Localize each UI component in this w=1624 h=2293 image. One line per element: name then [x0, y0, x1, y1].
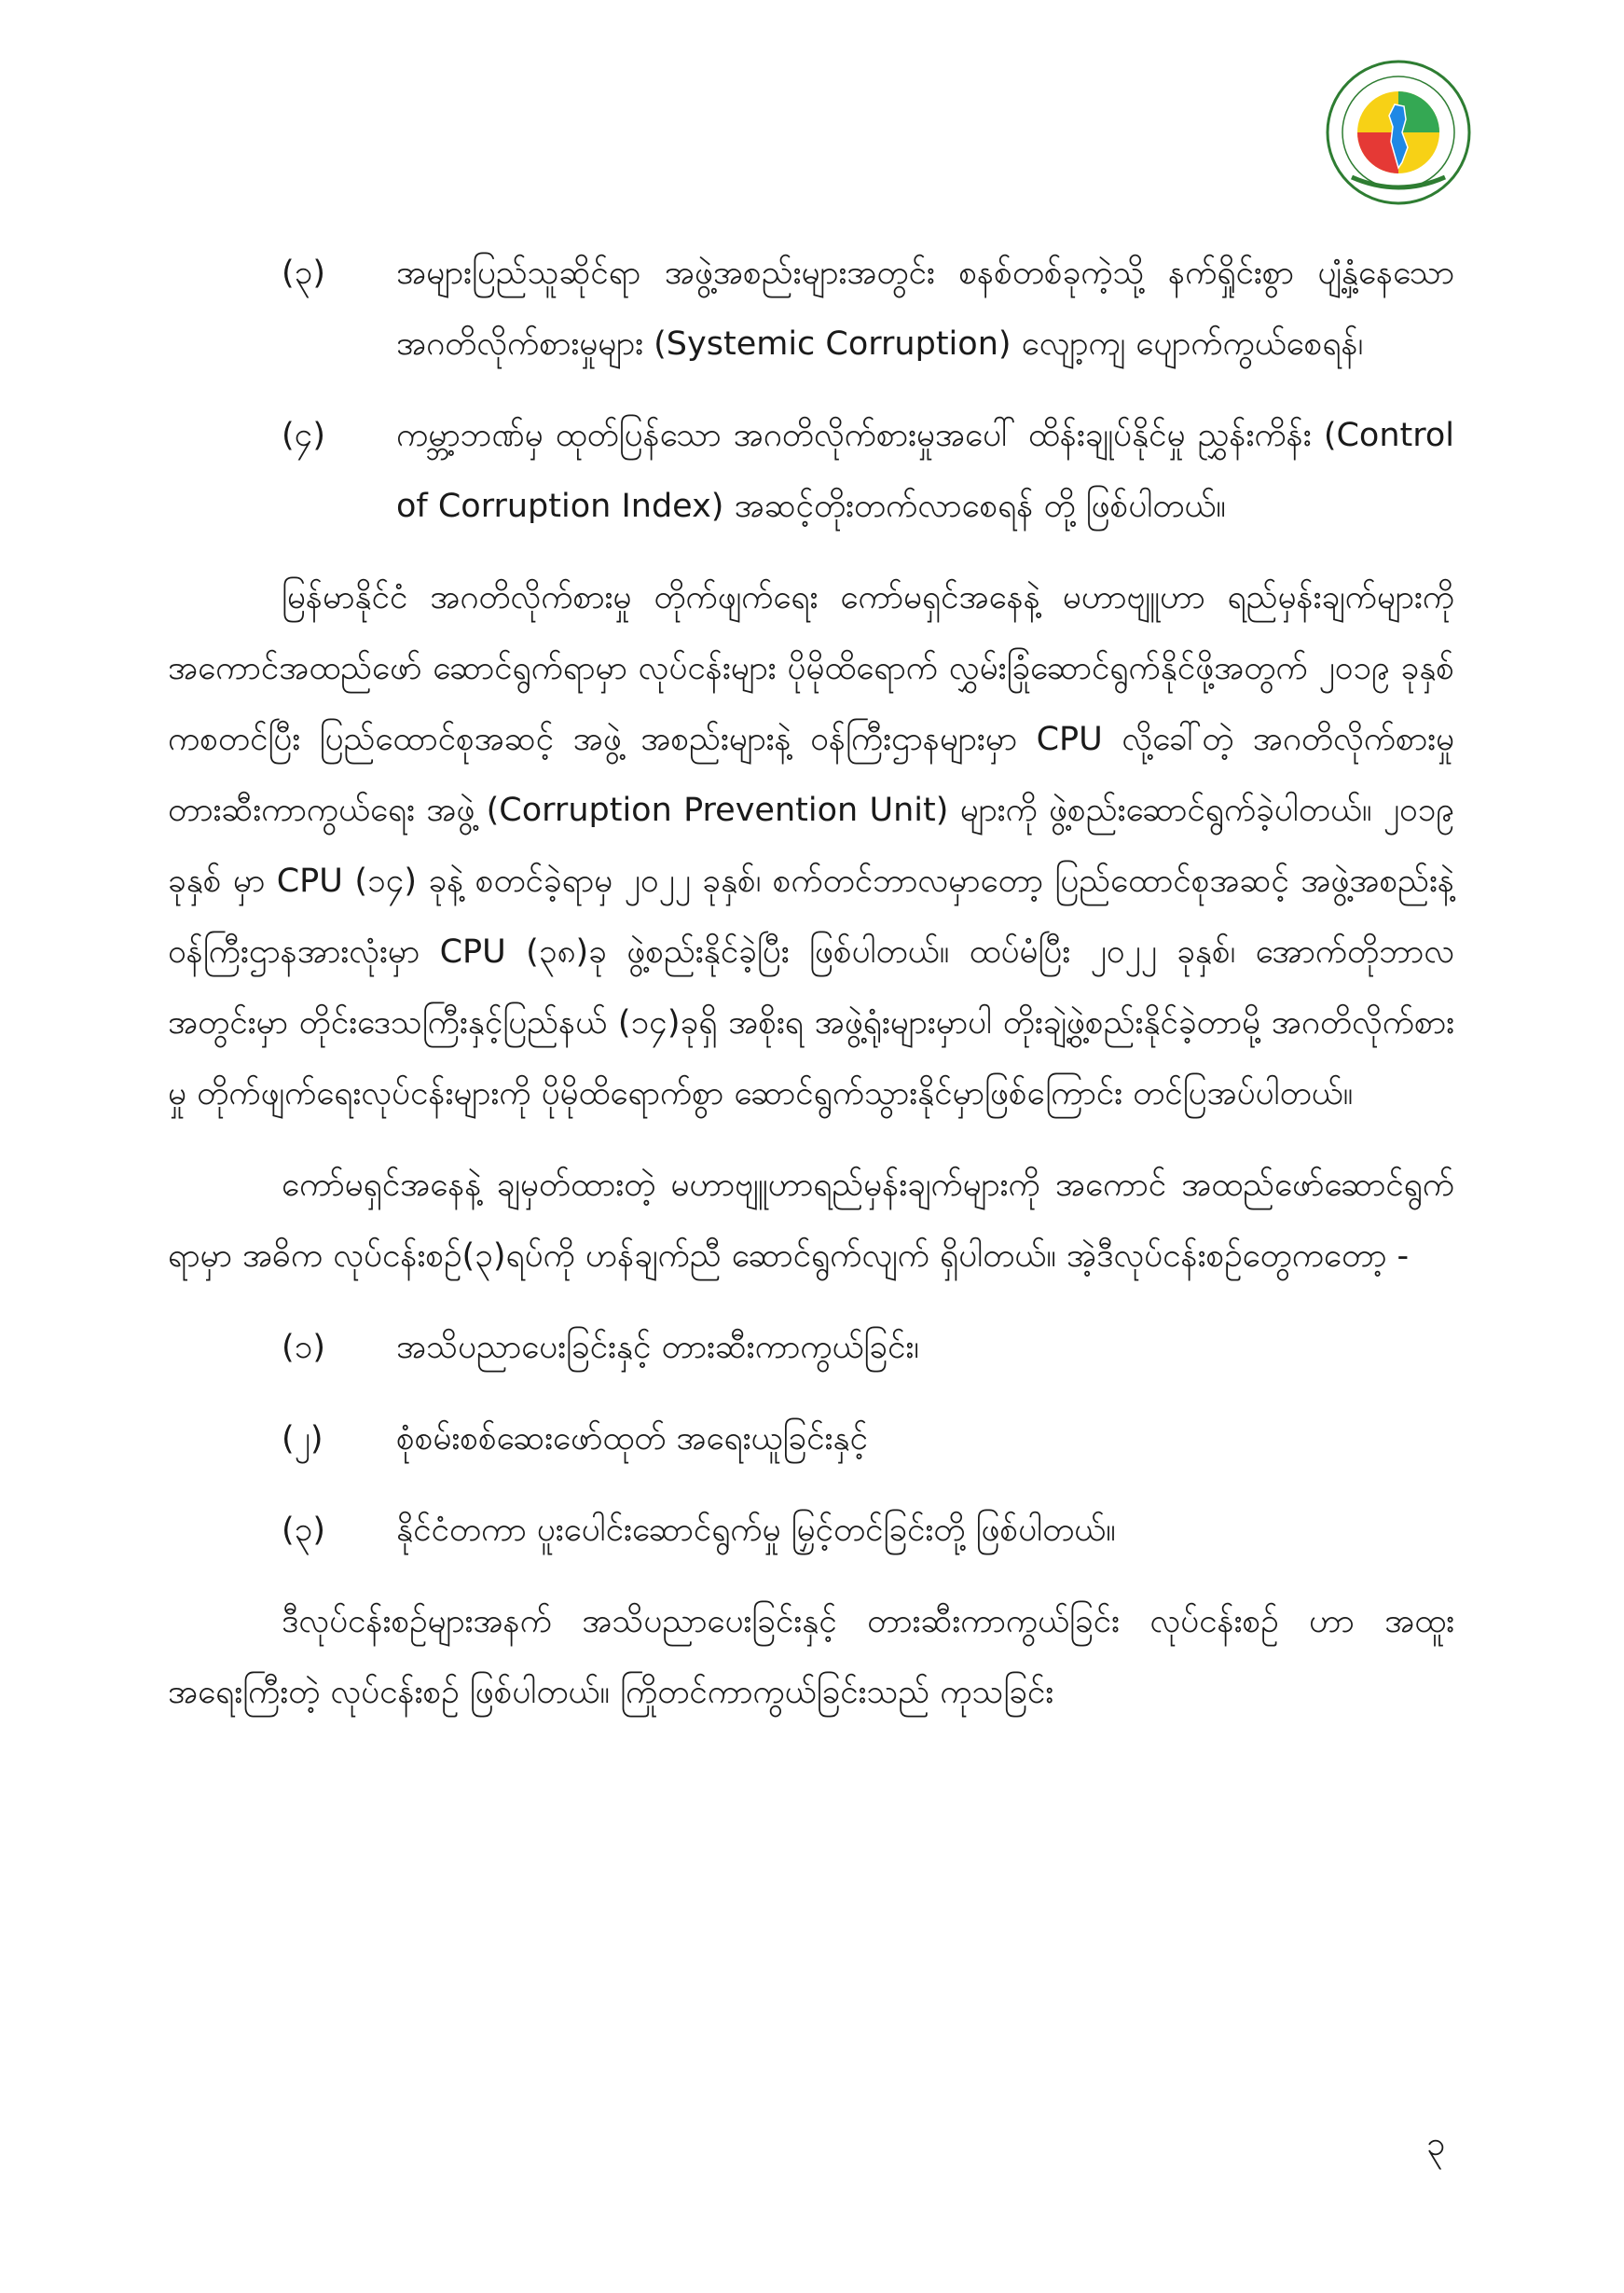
list-item-text: နိုင်ငံတကာ ပူးပေါင်းဆောင်ရွက်မှု မြှင့်တင်ခြင်းတို့ ဖြစ်ပါတယ်။ — [396, 1512, 1116, 1549]
body-paragraph: ဒီလုပ်ငန်းစဉ်များအနက် အသိပညာပေးခြင်းနှင့် တားဆီးကာကွယ်ခြင်း လုပ်ငန်းစဉ် ဟာ အထူးအရေးကြီးတဲ့ လုပ်ငန်းစဉ် ဖြစ်ပါတယ်။ ကြိုတင်ကာကွယ်ခြင်းသည် ကုသခြင်း — [168, 1603, 1454, 1711]
document-body — [168, 238, 1454, 1748]
page-number: ၃ — [1426, 2125, 1446, 2163]
list-item-number: (၃) — [282, 255, 325, 292]
list-item-text: အသိပညာပေးခြင်းနှင့် တားဆီးကာကွယ်ခြင်း၊ — [396, 1329, 919, 1366]
list-item — [168, 1312, 1454, 1383]
list-item-number: (၄) — [282, 417, 325, 454]
list-item-number: (၃) — [282, 1512, 325, 1549]
list-item — [168, 238, 1454, 380]
commission-logo — [1324, 58, 1473, 207]
list-item-text: စုံစမ်းစစ်ဆေးဖော်ထုတ် အရေးယူခြင်းနှင့် — [396, 1420, 868, 1457]
list-item-number: (၁) — [282, 1329, 325, 1366]
list-item — [168, 1403, 1454, 1474]
body-paragraph: ကော်မရှင်အနေနဲ့ ချမှတ်ထားတဲ့ မဟာဗျူဟာရည်မှန်းချက်များကို အကောင် အထည်ဖော်ဆောင်ရွက်ရာမှာ အဓိက လုပ်ငန်းစဉ်(၃)ရပ်ကို ဟန်ချက်ညီ ဆောင်ရွက်လျက် ရှိပါတယ်။ အဲ့ဒီလုပ်ငန်းစဉ်တွေကတော့ - — [168, 1167, 1454, 1275]
list-item — [168, 400, 1454, 542]
list-item-number: (၂) — [282, 1420, 323, 1457]
list-item — [168, 1495, 1454, 1566]
list-item-text: အများပြည်သူဆိုင်ရာ အဖွဲ့အစည်းများအတွင်း စနစ်တစ်ခုကဲ့သို့ နက်ရှိုင်းစွာ ပျံ့နှံ့နေသော အဂတိလိုက်စားမှုများ (Systemic Corruption) လျော့ကျ ပျောက်ကွယ်စေရန်၊ — [396, 255, 1454, 363]
commission-seal-icon — [1324, 58, 1473, 207]
body-paragraph: မြန်မာနိုင်ငံ အဂတိလိုက်စားမှု တိုက်ဖျက်ရေး ကော်မရှင်အနေနဲ့ မဟာဗျူဟာ ရည်မှန်းချက်များကို အကောင်အထည်ဖော် ဆောင်ရွက်ရာမှာ လုပ်ငန်းများ ပိုမိုထိရောက် လွှမ်းခြုံဆောင်ရွက်နိုင်ဖို့အတွက် ၂၀၁၉ ခုနှစ်ကစတင်ပြီး ပြည်ထောင်စုအဆင့် အဖွဲ့ အစည်းများနဲ့ ဝန်ကြီးဌာနများမှာ CPU လို့ခေါ်တဲ့ အဂတိလိုက်စားမှု တားဆီးကာကွယ်ရေး အဖွဲ့ (Corruption Prevention Unit) များကို ဖွဲ့စည်းဆောင်ရွက်ခဲ့ပါတယ်။ ၂၀၁၉ ခုနှစ် မှာ CPU (၁၄) ခုနဲ့ စတင်ခဲ့ရာမှ ၂၀၂၂ ခုနှစ်၊ စက်တင်ဘာလမှာတော့ ပြည်ထောင်စုအဆင့် အဖွဲ့အစည်းနဲ့ ဝန်ကြီးဌာနအားလုံးမှာ CPU (၃၈)ခု ဖွဲ့စည်းနိုင်ခဲ့ပြီး ဖြစ်ပါတယ်။ ထပ်မံပြီး ၂၀၂၂ ခုနှစ်၊ အောက်တိုဘာလအတွင်းမှာ တိုင်းဒေသကြီးနှင့်ပြည်နယ် (၁၄)ခုရှိ အစိုးရ အဖွဲ့ရုံးများမှာပါ တိုးချဲ့ဖွဲ့စည်းနိုင်ခဲ့တာမို့ အဂတိလိုက်စားမှု တိုက်ဖျက်ရေးလုပ်ငန်းများကို ပိုမိုထိရောက်စွာ ဆောင်ရွက်သွားနိုင်မှာဖြစ်ကြောင်း တင်ပြအပ်ပါတယ်။ — [168, 579, 1454, 1112]
list-item-text: ကမ္ဘာ့ဘဏ်မှ ထုတ်ပြန်သော အဂတိလိုက်စားမှုအပေါ် ထိန်းချုပ်နိုင်မှု ညွှန်းကိန်း (Control of Corruption Index) အဆင့်တိုးတက်လာစေရန် တို့ ဖြစ်ပါတယ်။ — [396, 417, 1454, 525]
